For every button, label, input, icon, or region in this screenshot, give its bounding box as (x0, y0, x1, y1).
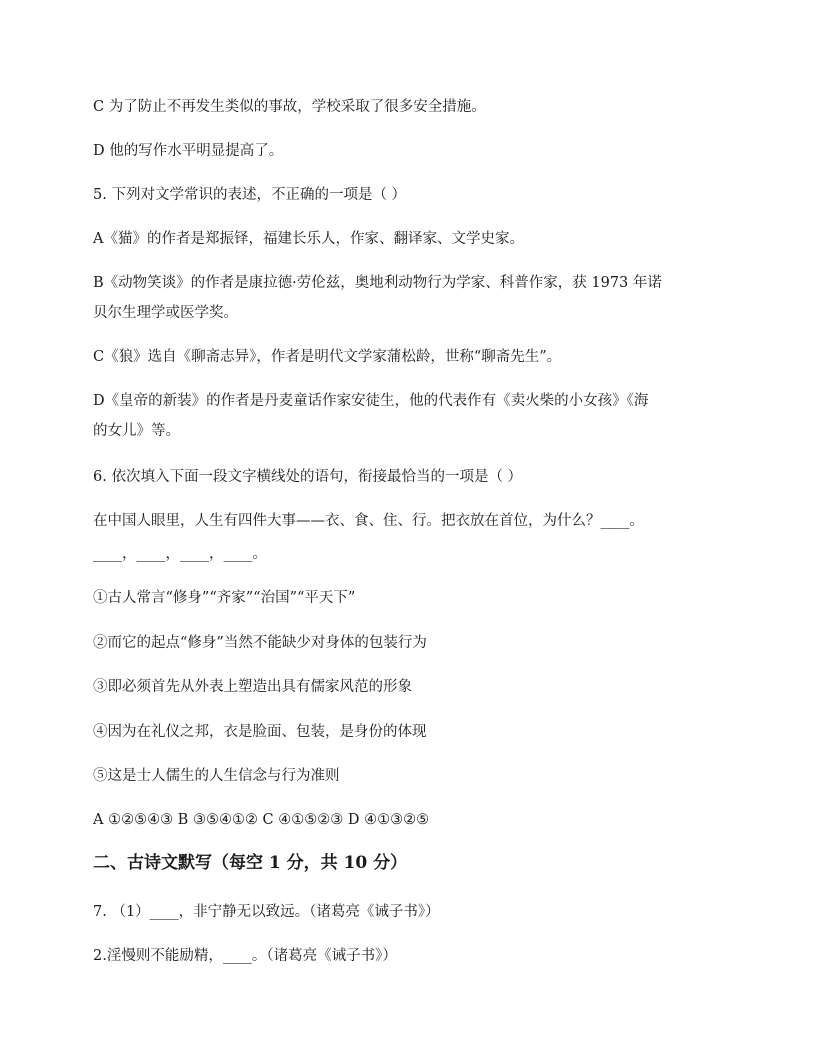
question-5-prompt: 5. 下列对文学常识的表述，不正确的一项是（ ） (93, 187, 407, 203)
question-6-prompt: 6. 依次填入下面一段文字横线处的语句，衔接最恰当的一项是（ ） (93, 469, 523, 485)
sentence-3: ③即必须首先从外表上塑造出具有儒家风范的形象 (93, 679, 412, 695)
question-7-line-2: 2.淫慢则不能励精，____。（诸葛亮《诫子书》） (93, 948, 397, 964)
question-5-option-c: C《狼》选自《聊斋志异》，作者是明代文学家蒲松龄，世称“聊斋先生”。 (93, 349, 562, 365)
question-5-option-b: B《动物笑谈》的作者是康拉德·劳伦兹，奥地利动物行为学家、科普作家，获 1973 年诺 (93, 275, 662, 291)
question-5-option-a: A《猫》的作者是郑振铎，福建长乐人，作家、翻译家、文学史家。 (93, 231, 524, 247)
question-7-line-1: 7. （1）____，非宁静无以致远。（诸葛亮《诫子书》） (93, 904, 440, 920)
sentence-1: ①古人常言“修身”“齐家”“治国”“平天下” (93, 590, 356, 606)
option-c-line: C 为了防止不再发生类似的事故，学校采取了很多安全措施。 (93, 99, 486, 115)
sentence-5: ⑤这是士人儒生的人生信念与行为准则 (93, 768, 340, 784)
sentence-2: ②而它的起点“修身”当然不能缺少对身体的包装行为 (93, 635, 427, 651)
question-5-option-d: D《皇帝的新装》的作者是丹麦童话作家安徒生，他的代表作有《卖火柴的小女孩》《海 (93, 393, 649, 409)
question-5-option-d-continued: 的女儿》等。 (93, 423, 180, 439)
section-heading: 二、古诗文默写（每空 1 分，共 10 分） (93, 853, 408, 873)
question-6-passage: 在中国人眼里，人生有四件大事——衣、食、住、行。把衣放在首位，为什么？____。 (93, 513, 644, 529)
sentence-4: ④因为在礼仪之邦，衣是脸面、包装，是身份的体现 (93, 724, 427, 740)
question-6-passage-blanks: ____，____，____，____。 (93, 546, 267, 562)
option-d-line: D 他的写作水平明显提高了。 (93, 143, 284, 159)
question-6-options: A ①②⑤④③ B ③⑤④①② C ④①⑤②③ D ④①③②⑤ (93, 812, 430, 828)
question-5-option-b-continued: 贝尔生理学或医学奖。 (93, 305, 238, 321)
